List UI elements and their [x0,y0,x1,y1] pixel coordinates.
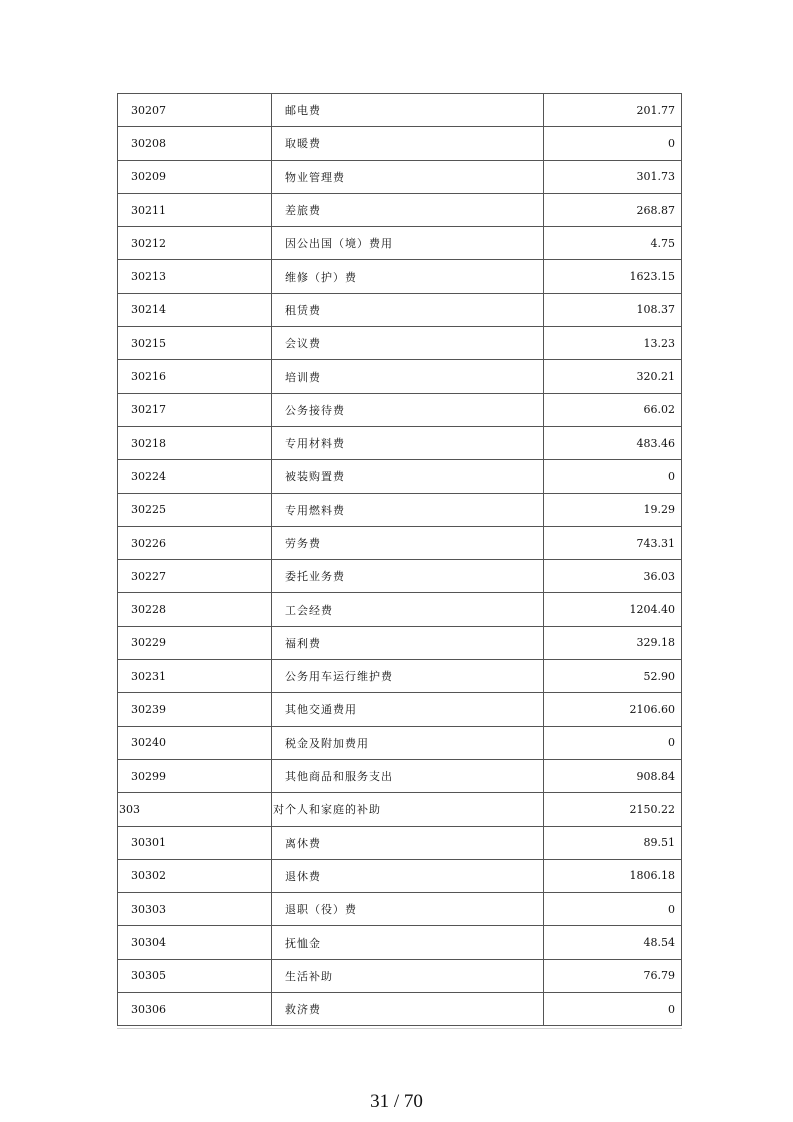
table-row [118,893,682,926]
row-name: 税金及附加费用 [272,726,544,759]
row-name: 其他交通费用 [272,693,544,726]
table-row [118,127,682,160]
row-amount: 4.75 [544,227,682,260]
row-name: 生活补助 [272,959,544,992]
row-amount: 201.77 [544,94,682,127]
row-amount: 2106.60 [544,693,682,726]
row-code: 30225 [118,493,272,526]
row-name: 公务用车运行维护费 [272,660,544,693]
row-code: 303 [118,793,272,826]
row-name: 培训费 [272,360,544,393]
row-code: 30214 [118,293,272,326]
row-amount: 743.31 [544,526,682,559]
row-code: 30228 [118,593,272,626]
row-code: 30306 [118,993,272,1026]
row-amount: 36.03 [544,560,682,593]
row-name: 差旅费 [272,193,544,226]
row-amount: 908.84 [544,759,682,792]
row-code: 30208 [118,127,272,160]
row-amount: 1204.40 [544,593,682,626]
row-name: 维修（护）费 [272,260,544,293]
row-name: 因公出国（境）费用 [272,227,544,260]
row-name: 离休费 [272,826,544,859]
row-name: 会议费 [272,327,544,360]
row-amount: 0 [544,460,682,493]
row-code: 30226 [118,526,272,559]
row-code: 30224 [118,460,272,493]
table-row [118,593,682,626]
table-row [118,360,682,393]
row-amount: 483.46 [544,426,682,459]
row-name: 福利费 [272,626,544,659]
table-row [118,227,682,260]
row-name: 物业管理费 [272,160,544,193]
row-name: 退职（役）费 [272,893,544,926]
row-code: 30304 [118,926,272,959]
row-name: 专用燃料费 [272,493,544,526]
row-amount: 0 [544,726,682,759]
table-row [118,660,682,693]
row-name: 被装购置费 [272,460,544,493]
table-row [118,926,682,959]
table-row [118,859,682,892]
row-name: 抚恤金 [272,926,544,959]
row-amount: 1623.15 [544,260,682,293]
table-row [118,826,682,859]
row-name: 邮电费 [272,94,544,127]
row-name: 租赁费 [272,293,544,326]
table-row [118,993,682,1026]
row-amount: 329.18 [544,626,682,659]
row-code: 30211 [118,193,272,226]
row-code: 30227 [118,560,272,593]
page-number: 31 / 70 [370,1091,423,1112]
row-amount: 268.87 [544,193,682,226]
row-code: 30216 [118,360,272,393]
row-code: 30299 [118,759,272,792]
row-code: 30218 [118,426,272,459]
row-name: 对个人和家庭的补助 [272,793,544,826]
row-name: 工会经费 [272,593,544,626]
table-row [118,426,682,459]
table-row [118,759,682,792]
row-code: 30239 [118,693,272,726]
row-amount: 52.90 [544,660,682,693]
table-row [118,293,682,326]
row-amount: 108.37 [544,293,682,326]
row-amount: 1806.18 [544,859,682,892]
table-row [118,959,682,992]
row-name: 救济费 [272,993,544,1026]
row-amount: 0 [544,993,682,1026]
row-code: 30212 [118,227,272,260]
table-row [118,160,682,193]
table-row [118,493,682,526]
table-row [118,393,682,426]
row-code: 30213 [118,260,272,293]
row-name: 劳务费 [272,526,544,559]
table-row [118,327,682,360]
row-amount: 76.79 [544,959,682,992]
row-code: 30229 [118,626,272,659]
row-amount: 0 [544,127,682,160]
row-amount: 89.51 [544,826,682,859]
row-code: 30215 [118,327,272,360]
row-code: 30301 [118,826,272,859]
row-amount: 2150.22 [544,793,682,826]
row-code: 30209 [118,160,272,193]
row-code: 30231 [118,660,272,693]
row-amount: 48.54 [544,926,682,959]
table-body [118,94,682,1026]
row-amount: 19.29 [544,493,682,526]
table-row [118,693,682,726]
row-name: 专用材料费 [272,426,544,459]
row-name: 退休费 [272,859,544,892]
table-row [118,793,682,826]
row-name: 其他商品和服务支出 [272,759,544,792]
bottom-rule [117,1028,682,1029]
row-code: 30303 [118,893,272,926]
row-code: 30305 [118,959,272,992]
row-name: 取暖费 [272,127,544,160]
table-row [118,193,682,226]
table-row [118,560,682,593]
table-row [118,460,682,493]
table-row [118,726,682,759]
row-amount: 301.73 [544,160,682,193]
row-code: 30302 [118,859,272,892]
table-row [118,626,682,659]
table-row [118,94,682,127]
expenditure-table [117,93,682,1026]
row-amount: 13.23 [544,327,682,360]
table-row [118,526,682,559]
table-row [118,260,682,293]
row-name: 公务接待费 [272,393,544,426]
row-amount: 0 [544,893,682,926]
row-amount: 66.02 [544,393,682,426]
row-name: 委托业务费 [272,560,544,593]
row-code: 30217 [118,393,272,426]
row-code: 30240 [118,726,272,759]
row-amount: 320.21 [544,360,682,393]
row-code: 30207 [118,94,272,127]
